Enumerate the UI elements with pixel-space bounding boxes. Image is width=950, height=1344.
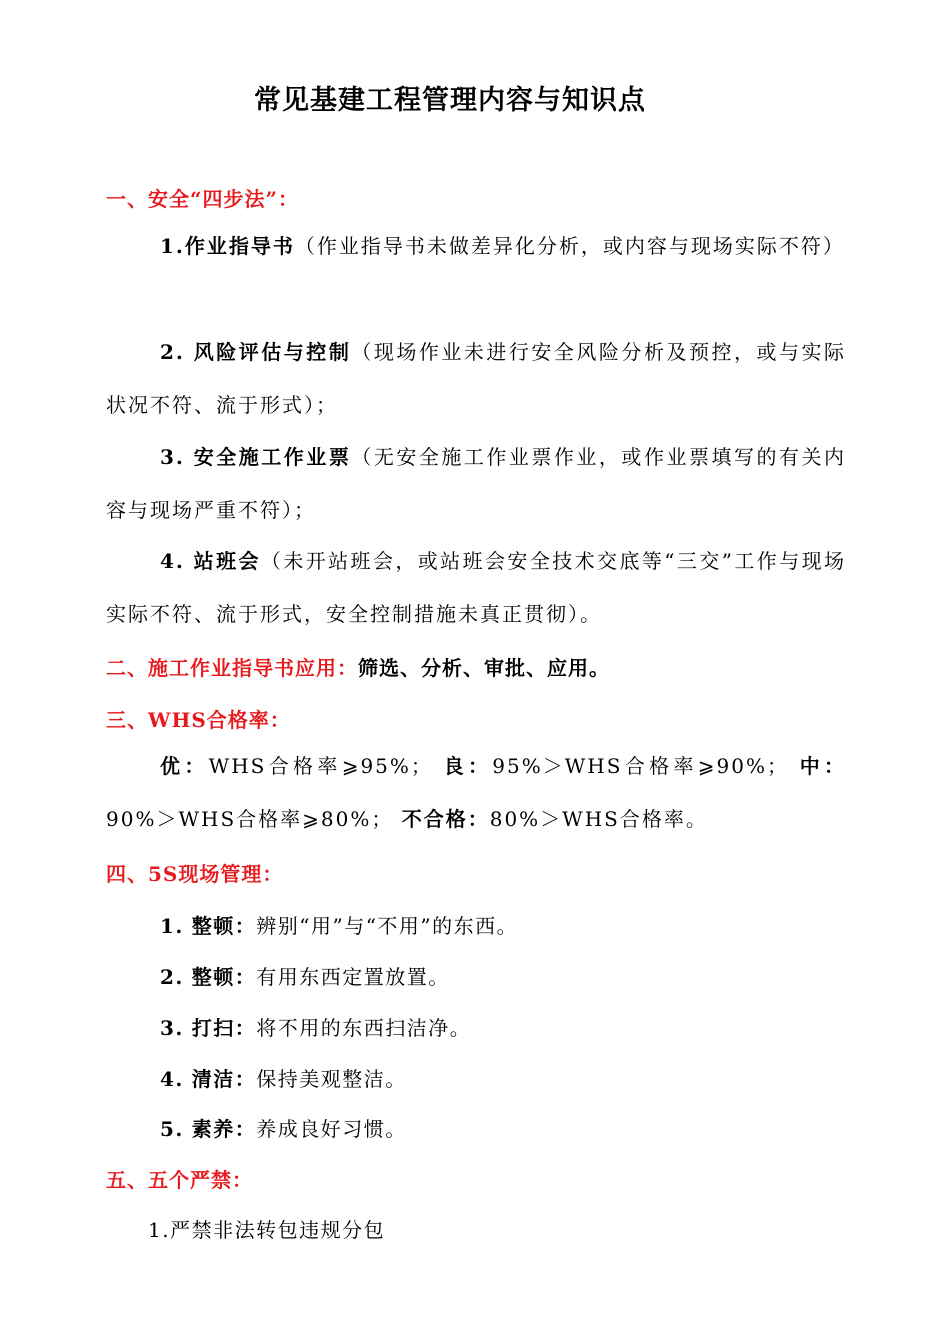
grade-label-good: 良： bbox=[443, 754, 493, 778]
item-number: 1. bbox=[160, 914, 184, 938]
item-number: 4. bbox=[160, 549, 185, 573]
safety-item-4 bbox=[106, 535, 846, 641]
heading-content: 筛选、分析、审批、应用。 bbox=[358, 656, 610, 680]
section-heading-whs-rate: 三、WHS合格率： bbox=[106, 708, 291, 732]
item-term: 作业指导书 bbox=[184, 234, 295, 258]
item-desc: （现场作业未进行安全风险分析及预控，或与实际状况不符、流于形式）； bbox=[106, 340, 847, 417]
item-term: 安全施工作业票 bbox=[193, 445, 352, 469]
item-desc: 将不用的东西扫洁净。 bbox=[256, 1016, 472, 1040]
item-desc: （作业指导书未做差异化分析，或内容与现场实际不符） bbox=[294, 234, 845, 258]
5s-item-5 bbox=[160, 1113, 407, 1142]
item-term: 风险评估与控制 bbox=[193, 340, 352, 364]
item-number: 1. bbox=[160, 234, 185, 258]
item-desc: 有用东西定置放置。 bbox=[256, 965, 450, 989]
item-term: 整顿： bbox=[191, 965, 257, 989]
page-title: 常见基建工程管理内容与知识点 bbox=[254, 85, 646, 116]
item-term: 打扫： bbox=[191, 1016, 257, 1040]
5s-item-2 bbox=[160, 961, 450, 990]
item-term: 清洁： bbox=[191, 1067, 257, 1091]
item-desc: （无安全施工作业票作业，或作业票填写的有关内容与现场严重不符）； bbox=[106, 445, 847, 522]
heading-text: 二、施工作业指导书应用： bbox=[106, 656, 358, 680]
grade-text-good: 95%＞WHS合格率⩾90%； bbox=[492, 754, 789, 778]
grade-text-fail: 80%＞WHS合格率。 bbox=[489, 807, 708, 831]
item-term: 整顿： bbox=[191, 914, 257, 938]
item-desc: 辨别“用”与“不用”的东西。 bbox=[256, 914, 519, 938]
item-term: 素养： bbox=[191, 1117, 257, 1141]
safety-item-1 bbox=[106, 220, 846, 273]
item-number: 2. bbox=[160, 965, 184, 989]
item-desc: （未开站班会，或站班会安全技术交底等“三交”工作与现场实际不符、流于形式，安全控制措施未真正贯彻）。 bbox=[106, 549, 847, 626]
grade-label-medium: 中： bbox=[799, 754, 847, 778]
section-heading-work-guide bbox=[106, 652, 610, 681]
5s-item-4 bbox=[160, 1063, 407, 1092]
safety-item-2 bbox=[106, 326, 846, 432]
item-number: 3. bbox=[160, 445, 185, 469]
item-desc: 养成良好习惯。 bbox=[256, 1117, 407, 1141]
item-term: 站班会 bbox=[193, 549, 261, 573]
grade-label-excellent: 优： bbox=[160, 754, 209, 778]
item-number: 2. bbox=[160, 340, 185, 364]
section-heading-five-prohibitions: 五、五个严禁： bbox=[106, 1168, 253, 1192]
grade-label-fail: 不合格： bbox=[401, 807, 490, 831]
section-heading-safety-four-steps: 一、安全“四步法”： bbox=[106, 187, 300, 211]
item-desc: 保持美观整洁。 bbox=[256, 1067, 407, 1091]
5s-item-1 bbox=[160, 910, 518, 939]
item-number: 5. bbox=[160, 1117, 184, 1141]
grade-text-excellent: WHS合格率⩾95%； bbox=[208, 754, 433, 778]
item-number: 4. bbox=[160, 1067, 184, 1091]
prohibition-item-1: 1.严禁非法转包违规分包 bbox=[148, 1218, 386, 1242]
safety-item-3 bbox=[106, 431, 846, 537]
grade-text-medium: 90%＞WHS合格率⩾80%； bbox=[106, 807, 394, 831]
whs-grades-paragraph bbox=[106, 740, 846, 846]
5s-item-3 bbox=[160, 1012, 471, 1041]
item-number: 3. bbox=[160, 1016, 184, 1040]
section-heading-5s: 四、5S现场管理： bbox=[106, 862, 284, 886]
